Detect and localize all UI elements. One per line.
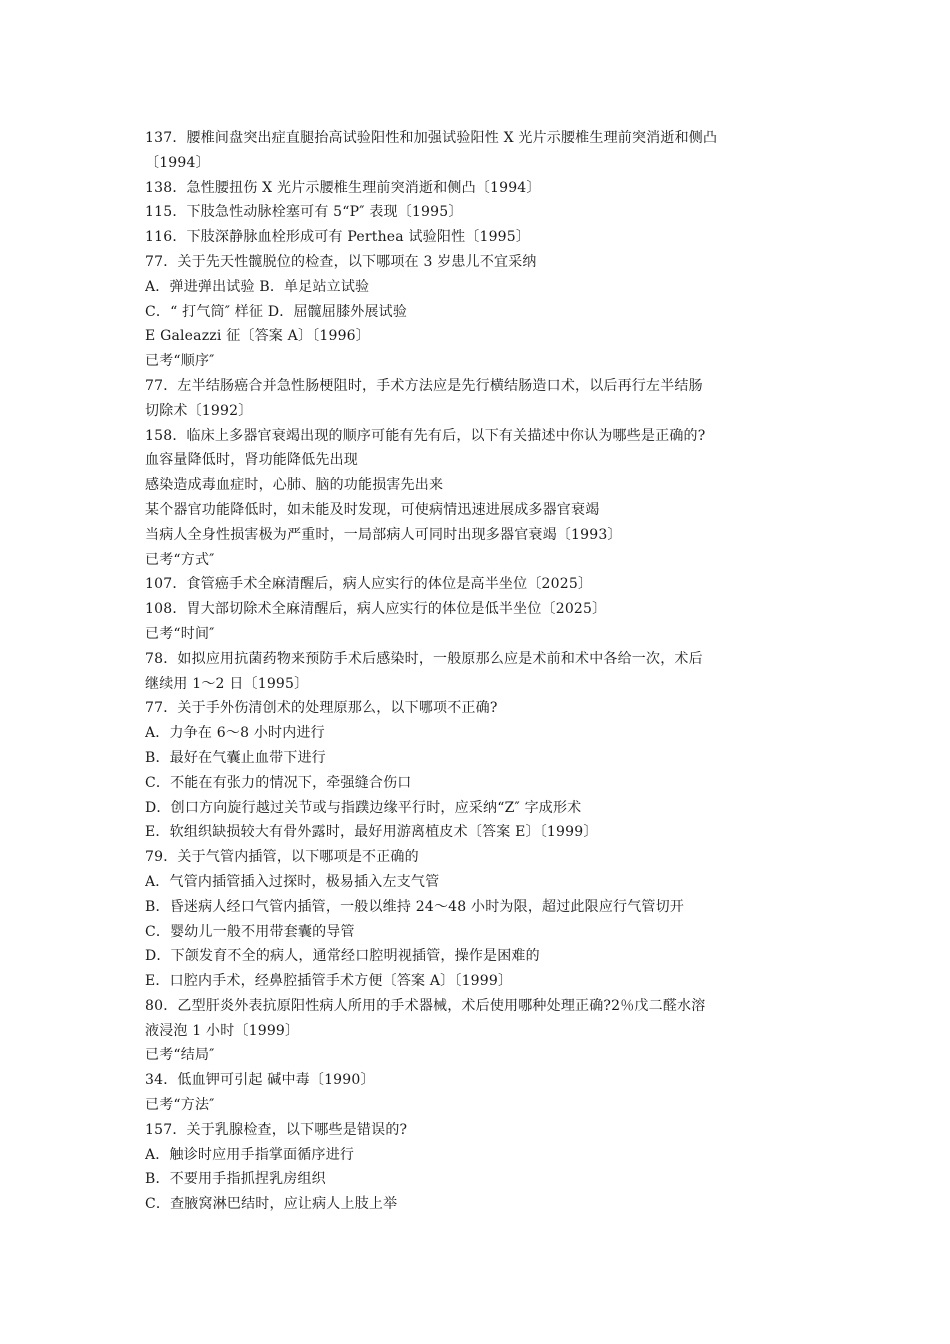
document-page [145,126,815,1217]
text-line: D．创口方向旋行越过关节或与指蹼边缘平行时，应采纳“Z″ 字成形术 [145,799,582,816]
text-line: 78．如拟应用抗菌药物来预防手术后感染时，一般原那么应是术前和术中各给一次，术后 [145,650,703,667]
text-line: E Galeazzi 征〔答案 A〕〔1996〕 [145,328,370,345]
text-line: 116．下肢深静脉血栓形成可有 Perthea 试验阳性〔1995〕 [145,229,531,246]
text-line: 感染造成毒血症时，心肺、脑的功能损害先出来 [145,477,444,494]
text-line: E．口腔内手术，经鼻腔插管手术方便〔答案 A〕〔1999〕 [145,973,513,990]
text-line: 138．急性腰扭伤 X 光片示腰椎生理前突消逝和侧凸〔1994〕 [145,179,541,196]
text-line: C．婴幼儿一般不用带套囊的导管 [145,923,355,940]
text-line: B．昏迷病人经口气管内插管，一般以维持 24～48 小时为限，超过此限应行气管切开 [145,898,685,915]
text-line: 157．关于乳腺检查，以下哪些是错误的? [145,1121,408,1138]
text-line: 某个器官功能降低时，如未能及时发现，可使病情迅速进展成多器官衰竭 [145,501,600,518]
text-line: A．气管内插管插入过探时，极易插入左支气管 [145,873,440,890]
section-label: 已考“时间″ [145,625,215,642]
text-line: E．软组织缺损较大有骨外露时，最好用游离植皮术〔答案 E〕〔1999〕 [145,824,598,841]
text-line: 77．左半结肠癌合并急性肠梗阻时，手术方法应是先行横结肠造口术，以后再行左半结肠 [145,377,703,394]
text-line: 80．乙型肝炎外表抗原阳性病人所用的手术器械，术后使用哪种处理正确?2％戊二醛水溶 [145,997,706,1014]
text-line: A．力争在 6～8 小时内进行 [145,725,325,742]
text-line: 79．关于气管内插管，以下哪项是不正确的 [145,849,419,866]
text-line: 108．胃大部切除术全麻清醒后，病人应实行的体位是低半坐位〔2025〕 [145,601,607,618]
section-label: 已考“方式″ [145,551,215,568]
text-line: A．触诊时应用手指掌面循序进行 [145,1146,355,1163]
text-line: A．弹进弹出试验 B．单足站立试验 [145,278,370,295]
text-line: 〔1994〕 [145,154,210,171]
text-line: 77．关于先天性髋脱位的检查，以下哪项在 3 岁患儿不宜采纳 [145,253,537,270]
text-line: C．不能在有张力的情况下，牵强缝合伤口 [145,774,412,791]
text-line: 当病人全身性损害极为严重时，一局部病人可同时出现多器官衰竭〔1993〕 [145,526,622,543]
text-line: 115．下肢急性动脉栓塞可有 5“P″ 表现〔1995〕 [145,204,463,221]
text-line: D．下颌发育不全的病人，通常经口腔明视插管，操作是困难的 [145,948,540,965]
text-line: 158．临床上多器官衰竭出现的顺序可能有先有后，以下有关描述中你认为哪些是正确的? [145,427,706,444]
text-line: B．最好在气囊止血带下进行 [145,749,326,766]
text-line: 137．腰椎间盘突出症直腿抬高试验阳性和加强试验阳性 X 光片示腰椎生理前突消逝和侧凸 [145,130,718,146]
text-line: C．查腋窝淋巴结时，应让病人上肢上举 [145,1196,398,1213]
section-label: 已考“结局″ [145,1047,215,1064]
text-line: 继续用 1～2 日〔1995〕 [145,675,309,692]
text-line: 107．食管癌手术全麻清醒后，病人应实行的体位是高半坐位〔2025〕 [145,576,593,593]
text-line: 切除术〔1992〕 [145,402,253,419]
text-line: 34．低血钾可引起 碱中毒〔1990〕 [145,1072,375,1089]
text-line: C．“ 打气筒″ 样征 D．屈髋屈膝外展试验 [145,303,408,320]
text-line: 液浸泡 1 小时〔1999〕 [145,1022,300,1039]
section-label: 已考“方法″ [145,1097,215,1114]
text-line: 77．关于手外伤清创术的处理原那么，以下哪项不正确? [145,700,498,717]
text-line: B．不要用手指抓捏乳房组织 [145,1171,326,1188]
text-line: 血容量降低时，肾功能降低先出现 [145,452,358,469]
section-label: 已考“顺序″ [145,353,215,370]
